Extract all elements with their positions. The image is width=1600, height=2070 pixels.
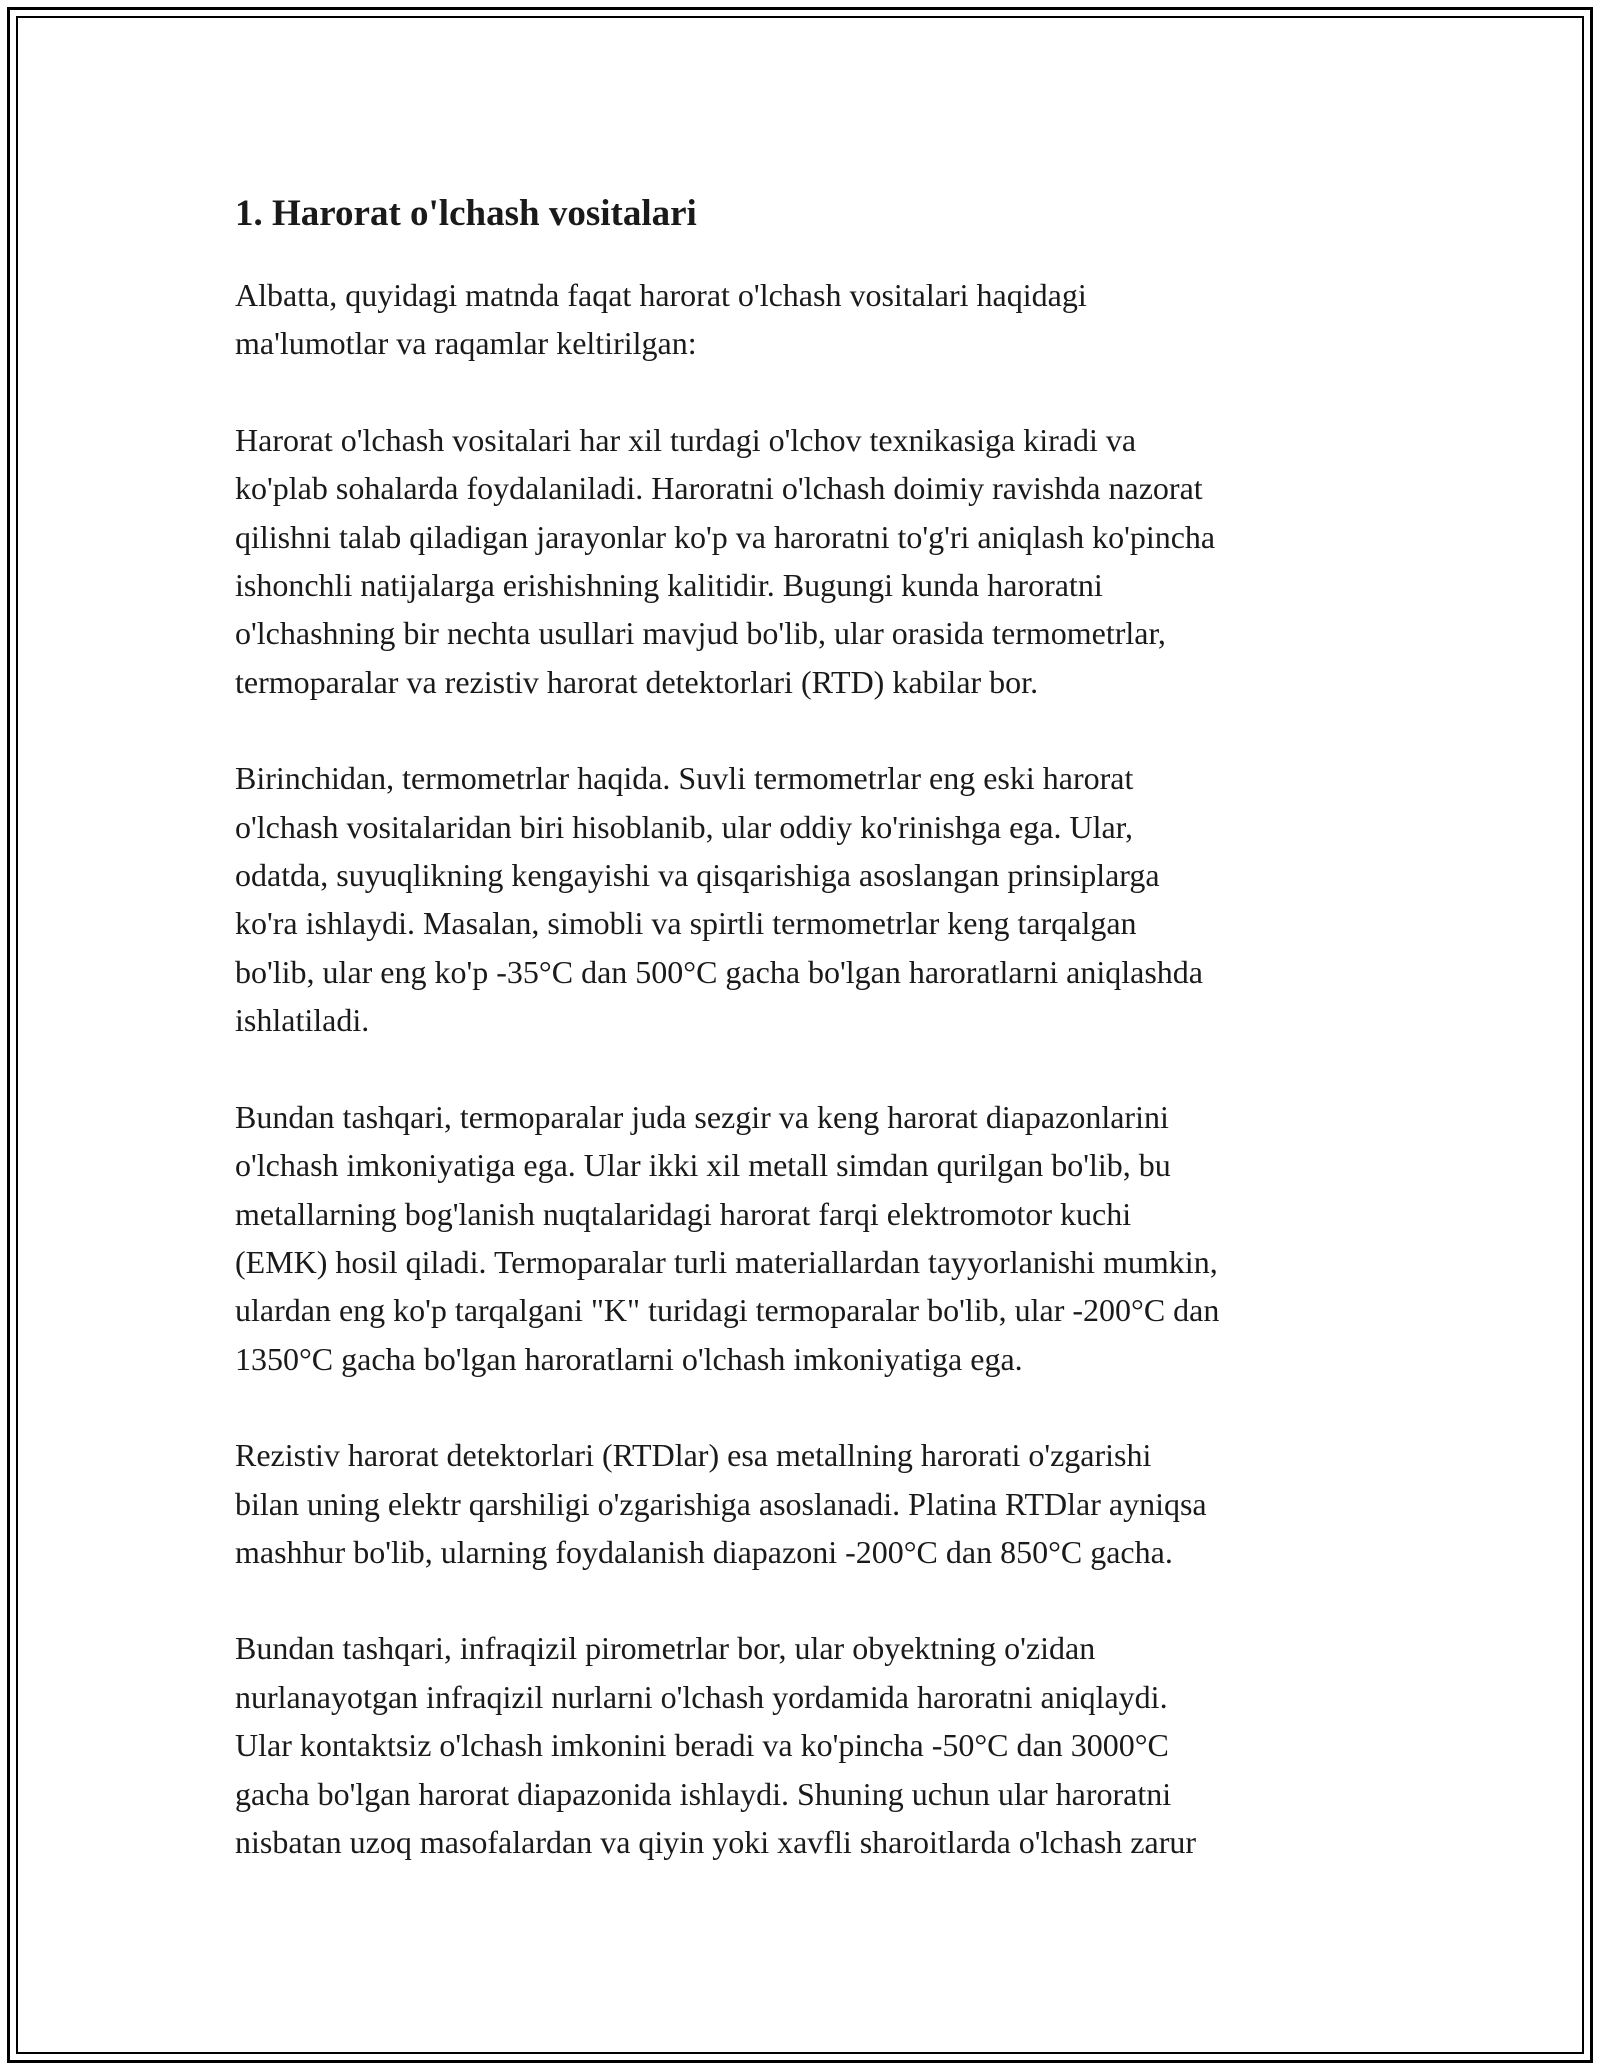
document-title: 1. Harorat o'lchash vositalari	[235, 193, 697, 234]
text-line: Birinchidan, termometrlar haqida. Suvli termometrlar eng eski harorat	[235, 760, 1134, 797]
text-line: Harorat o'lchash vositalari har xil turdagi o'lchov texnikasiga kiradi va	[235, 421, 1137, 458]
paragraph	[235, 754, 1375, 1044]
paragraph	[235, 1624, 1375, 1866]
text-line: o'lchash vositalaridan biri hisoblanib, ular oddiy ko'rinishga ega. Ular,	[235, 808, 1134, 845]
document-body	[235, 185, 1375, 1914]
text-line: nisbatan uzoq masofalardan va qiyin yoki xavfli sharoitlarda o'lchash zarur	[235, 1823, 1196, 1860]
text-line: gacha bo'lgan harorat diapazonida ishlaydi. Shuning uchun ular haroratni	[235, 1775, 1172, 1812]
paragraph	[235, 1431, 1375, 1576]
text-line: Bundan tashqari, termoparalar juda sezgir va keng harorat diapazonlarini	[235, 1098, 1169, 1135]
text-line: o'lchash imkoniyatiga ega. Ular ikki xil metall simdan qurilgan bo'lib, bu	[235, 1147, 1171, 1184]
paragraph	[235, 1093, 1375, 1383]
paragraph	[235, 271, 1375, 368]
text-line: mashhur bo'lib, ularning foydalanish diapazoni -200°C dan 850°C gacha.	[235, 1533, 1173, 1570]
text-line: nurlanayotgan infraqizil nurlarni o'lchash yordamida haroratni aniqlaydi.	[235, 1678, 1168, 1715]
paragraph-list	[235, 271, 1375, 1866]
text-line: Albatta, quyidagi matnda faqat harorat o'lchash vositalari haqidagi	[235, 277, 1087, 313]
text-line: ma'lumotlar va raqamlar keltirilgan:	[235, 325, 697, 362]
text-line: ishonchli natijalarga erishishning kalitidir. Bugungi kunda haroratni	[235, 567, 1103, 604]
text-line: ko'ra ishlaydi. Masalan, simobli va spirtli termometrlar keng tarqalgan	[235, 905, 1137, 942]
text-line: ulardan eng ko'p tarqalgani "K" turidagi termoparalar bo'lib, ular -200°C dan	[235, 1292, 1220, 1329]
text-line: (EMK) hosil qiladi. Termoparalar turli materiallardan tayyorlanishi mumkin,	[235, 1243, 1218, 1280]
text-line: termoparalar va rezistiv harorat detektorlari (RTD) kabilar bor.	[235, 663, 1039, 700]
text-line: qilishni talab qiladigan jarayonlar ko'p va haroratni to'g'ri aniqlash ko'pincha	[235, 518, 1216, 555]
text-line: bo'lib, ular eng ko'p -35°C dan 500°C gacha bo'lgan haroratlarni aniqlashda	[235, 953, 1203, 990]
paragraph	[235, 416, 1375, 706]
text-line: Rezistiv harorat detektorlari (RTDlar) esa metallning harorati o'zgarishi	[235, 1437, 1152, 1474]
text-line: o'lchashning bir nechta usullari mavjud bo'lib, ular orasida termometrlar,	[235, 615, 1166, 652]
text-line: bilan uning elektr qarshiligi o'zgarishiga asoslanadi. Platina RTDlar ayniqsa	[235, 1485, 1207, 1522]
text-line: Ular kontaktsiz o'lchash imkonini beradi va ko'pincha -50°C dan 3000°C	[235, 1727, 1169, 1764]
text-line: metallarning bog'lanish nuqtalaridagi harorat farqi elektromotor kuchi	[235, 1195, 1132, 1232]
text-line: 1350°C gacha bo'lgan haroratlarni o'lchash imkoniyatiga ega.	[235, 1340, 1023, 1377]
text-line: odatda, suyuqlikning kengayishi va qisqarishiga asoslangan prinsiplarga	[235, 857, 1160, 894]
text-line: Bundan tashqari, infraqizil pirometrlar bor, ular obyektning o'zidan	[235, 1630, 1096, 1667]
text-line: ishlatiladi.	[235, 1002, 370, 1039]
text-line: ko'plab sohalarda foydalaniladi. Haroratni o'lchash doimiy ravishda nazorat	[235, 470, 1203, 507]
